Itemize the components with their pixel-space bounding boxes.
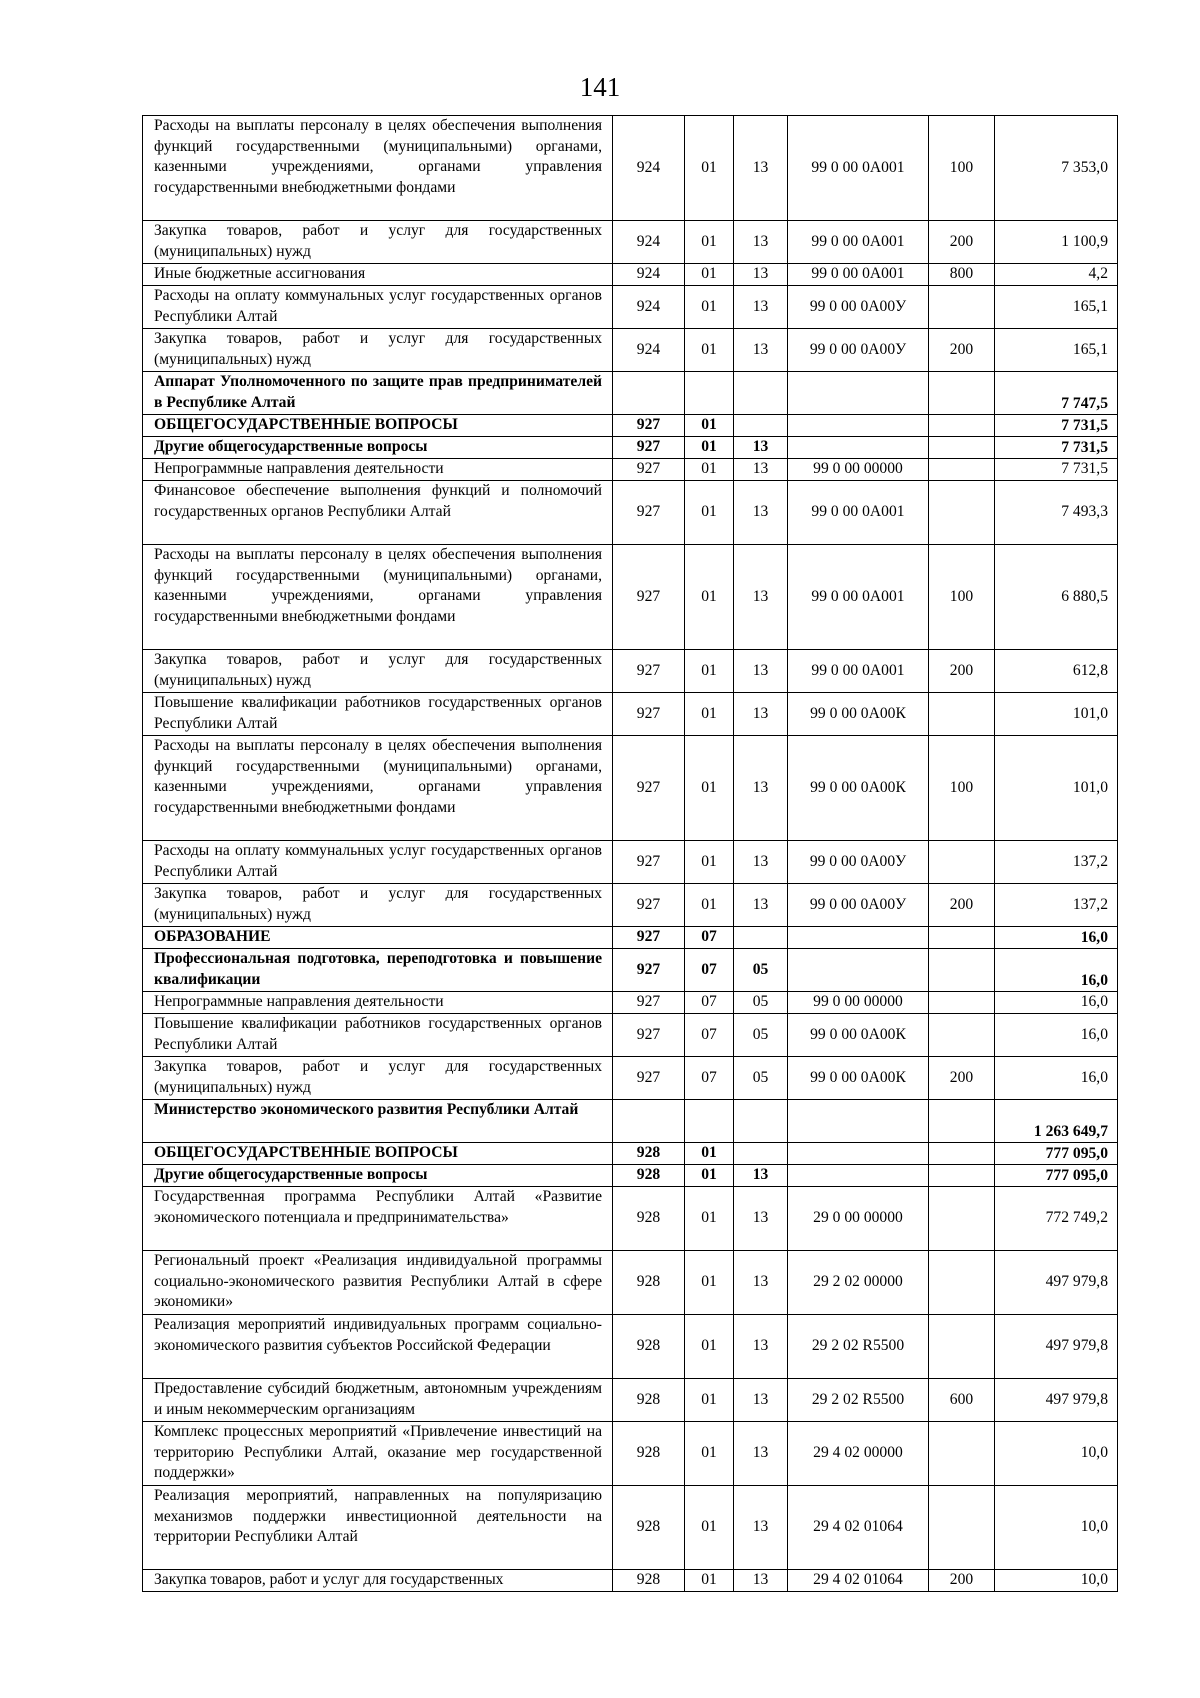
amount-cell: 10,0 <box>995 1570 1118 1592</box>
subsection-code-cell: 13 <box>734 1486 788 1570</box>
amount-cell: 16,0 <box>995 1057 1118 1100</box>
expense-type-cell <box>929 949 995 992</box>
section-code-cell: 01 <box>685 286 734 329</box>
item-name-cell: Профессиональная подготовка, переподготовка и повышение квалификации <box>143 949 613 992</box>
section-code-cell: 01 <box>685 693 734 736</box>
subsection-code-cell: 13 <box>734 437 788 459</box>
section-code-cell: 01 <box>685 437 734 459</box>
subsection-code-cell: 13 <box>734 1570 788 1592</box>
amount-cell: 1 263 649,7 <box>995 1100 1118 1143</box>
item-name-cell: Предоставление субсидий бюджетным, автономным учреждениям и иным некоммерческим организациям <box>143 1379 613 1422</box>
expense-type-cell <box>929 841 995 884</box>
subsection-code-cell: 13 <box>734 1165 788 1187</box>
item-name-cell: Непрограммные направления деятельности <box>143 459 613 481</box>
ministry-code-cell: 928 <box>613 1251 685 1315</box>
table-row <box>143 116 1118 221</box>
amount-cell: 4,2 <box>995 264 1118 286</box>
table-row <box>143 1143 1118 1165</box>
subsection-code-cell: 13 <box>734 264 788 286</box>
expense-type-cell <box>929 1014 995 1057</box>
table-row <box>143 1486 1118 1570</box>
expense-type-cell: 200 <box>929 329 995 372</box>
subsection-code-cell: 13 <box>734 1251 788 1315</box>
expense-type-cell <box>929 481 995 545</box>
section-code-cell: 07 <box>685 992 734 1014</box>
target-article-cell: 99 0 00 0А001 <box>788 481 929 545</box>
item-name-cell: Расходы на оплату коммунальных услуг государственных органов Республики Алтай <box>143 286 613 329</box>
amount-cell: 16,0 <box>995 949 1118 992</box>
section-code-cell: 01 <box>685 481 734 545</box>
item-name-cell: Закупка товаров, работ и услуг для государственных (муниципальных) нужд <box>143 221 613 264</box>
ministry-code-cell: 928 <box>613 1143 685 1165</box>
ministry-code-cell <box>613 1100 685 1143</box>
amount-cell: 7 731,5 <box>995 459 1118 481</box>
item-name-cell: Расходы на выплаты персоналу в целях обеспечения выполнения функций государственными (муниципальными) органами, казенными учреждениями, органами управления государственными внебюджетными фондами <box>143 736 613 841</box>
target-article-cell <box>788 1143 929 1165</box>
target-article-cell: 99 0 00 0А00У <box>788 841 929 884</box>
expense-type-cell <box>929 927 995 949</box>
target-article-cell <box>788 1100 929 1143</box>
item-name-cell: Повышение квалификации работников государственных органов Республики Алтай <box>143 693 613 736</box>
item-name-cell: Закупка товаров, работ и услуг для государственных (муниципальных) нужд <box>143 329 613 372</box>
expense-type-cell: 200 <box>929 650 995 693</box>
target-article-cell: 99 0 00 0А001 <box>788 116 929 221</box>
table-row <box>143 1100 1118 1143</box>
table-row <box>143 221 1118 264</box>
ministry-code-cell: 928 <box>613 1379 685 1422</box>
amount-cell: 7 353,0 <box>995 116 1118 221</box>
amount-cell: 16,0 <box>995 992 1118 1014</box>
ministry-code-cell: 928 <box>613 1187 685 1251</box>
ministry-code-cell: 928 <box>613 1570 685 1592</box>
expense-type-cell: 800 <box>929 264 995 286</box>
target-article-cell: 99 0 00 0А001 <box>788 650 929 693</box>
target-article-cell: 29 2 02 R5500 <box>788 1379 929 1422</box>
target-article-cell: 99 0 00 0А00У <box>788 286 929 329</box>
item-name-cell: Реализация мероприятий, направленных на популяризацию механизмов поддержки инвестиционной деятельности на территории Республики Алтай <box>143 1486 613 1570</box>
subsection-code-cell: 13 <box>734 884 788 927</box>
target-article-cell: 29 4 02 00000 <box>788 1422 929 1486</box>
section-code-cell <box>685 1100 734 1143</box>
section-code-cell: 01 <box>685 884 734 927</box>
target-article-cell: 99 0 00 00000 <box>788 459 929 481</box>
item-name-cell: Аппарат Уполномоченного по защите прав предпринимателей в Республике Алтай <box>143 372 613 415</box>
section-code-cell: 01 <box>685 1486 734 1570</box>
table-row <box>143 927 1118 949</box>
section-code-cell: 01 <box>685 264 734 286</box>
ministry-code-cell: 927 <box>613 949 685 992</box>
ministry-code-cell: 927 <box>613 992 685 1014</box>
subsection-code-cell: 13 <box>734 1315 788 1379</box>
subsection-code-cell <box>734 415 788 437</box>
section-code-cell: 01 <box>685 1251 734 1315</box>
table-row <box>143 1014 1118 1057</box>
subsection-code-cell <box>734 1100 788 1143</box>
ministry-code-cell: 927 <box>613 1057 685 1100</box>
subsection-code-cell: 13 <box>734 693 788 736</box>
target-article-cell: 29 2 02 00000 <box>788 1251 929 1315</box>
expense-type-cell <box>929 437 995 459</box>
section-code-cell: 01 <box>685 1143 734 1165</box>
item-name-cell: Комплекс процессных мероприятий «Привлечение инвестиций на территорию Республики Алтай, оказание мер государственной поддержки» <box>143 1422 613 1486</box>
expense-type-cell <box>929 1422 995 1486</box>
section-code-cell: 07 <box>685 1014 734 1057</box>
target-article-cell: 99 0 00 0А001 <box>788 545 929 650</box>
amount-cell: 6 880,5 <box>995 545 1118 650</box>
ministry-code-cell: 927 <box>613 736 685 841</box>
subsection-code-cell: 13 <box>734 221 788 264</box>
table-row <box>143 286 1118 329</box>
table-row <box>143 884 1118 927</box>
expense-type-cell: 200 <box>929 884 995 927</box>
ministry-code-cell: 927 <box>613 927 685 949</box>
item-name-cell: Закупка товаров, работ и услуг для государственных (муниципальных) нужд <box>143 650 613 693</box>
expense-type-cell <box>929 415 995 437</box>
ministry-code-cell: 927 <box>613 1014 685 1057</box>
table-row <box>143 1315 1118 1379</box>
item-name-cell: Другие общегосударственные вопросы <box>143 1165 613 1187</box>
expense-type-cell <box>929 1143 995 1165</box>
ministry-code-cell: 927 <box>613 481 685 545</box>
section-code-cell: 01 <box>685 459 734 481</box>
amount-cell: 497 979,8 <box>995 1379 1118 1422</box>
section-code-cell: 01 <box>685 415 734 437</box>
ministry-code-cell: 928 <box>613 1486 685 1570</box>
amount-cell: 16,0 <box>995 927 1118 949</box>
item-name-cell: Закупка товаров, работ и услуг для государственных (муниципальных) нужд <box>143 884 613 927</box>
expense-type-cell: 200 <box>929 1057 995 1100</box>
item-name-cell: ОБРАЗОВАНИЕ <box>143 927 613 949</box>
target-article-cell: 99 0 00 0А00К <box>788 1057 929 1100</box>
ministry-code-cell: 927 <box>613 545 685 650</box>
subsection-code-cell: 05 <box>734 949 788 992</box>
item-name-cell: Повышение квалификации работников государственных органов Республики Алтай <box>143 1014 613 1057</box>
amount-cell: 612,8 <box>995 650 1118 693</box>
subsection-code-cell: 13 <box>734 841 788 884</box>
ministry-code-cell: 927 <box>613 650 685 693</box>
amount-cell: 7 747,5 <box>995 372 1118 415</box>
expense-type-cell <box>929 459 995 481</box>
amount-cell: 777 095,0 <box>995 1165 1118 1187</box>
ministry-code-cell: 924 <box>613 116 685 221</box>
expense-type-cell <box>929 1486 995 1570</box>
table-row <box>143 1379 1118 1422</box>
target-article-cell <box>788 437 929 459</box>
subsection-code-cell: 13 <box>734 1422 788 1486</box>
ministry-code-cell: 924 <box>613 264 685 286</box>
expense-type-cell <box>929 372 995 415</box>
item-name-cell: Закупка товаров, работ и услуг для государственных (муниципальных) нужд <box>143 1057 613 1100</box>
target-article-cell: 99 0 00 00000 <box>788 992 929 1014</box>
section-code-cell: 01 <box>685 1165 734 1187</box>
subsection-code-cell <box>734 1143 788 1165</box>
item-name-cell: Расходы на выплаты персоналу в целях обеспечения выполнения функций государственными (муниципальными) органами, казенными учреждениями, органами управления государственными внебюджетными фондами <box>143 545 613 650</box>
ministry-code-cell: 927 <box>613 693 685 736</box>
subsection-code-cell: 13 <box>734 329 788 372</box>
amount-cell: 101,0 <box>995 693 1118 736</box>
section-code-cell: 01 <box>685 1570 734 1592</box>
expense-type-cell <box>929 286 995 329</box>
target-article-cell: 99 0 00 0А001 <box>788 221 929 264</box>
amount-cell: 1 100,9 <box>995 221 1118 264</box>
section-code-cell: 01 <box>685 1379 734 1422</box>
table-row <box>143 1187 1118 1251</box>
target-article-cell: 99 0 00 0А00У <box>788 329 929 372</box>
expense-type-cell <box>929 1315 995 1379</box>
budget-table <box>142 115 1118 1592</box>
section-code-cell <box>685 372 734 415</box>
expense-type-cell <box>929 1165 995 1187</box>
target-article-cell: 29 4 02 01064 <box>788 1486 929 1570</box>
target-article-cell <box>788 372 929 415</box>
subsection-code-cell: 05 <box>734 1057 788 1100</box>
expense-type-cell: 100 <box>929 116 995 221</box>
table-row <box>143 1422 1118 1486</box>
section-code-cell: 01 <box>685 116 734 221</box>
ministry-code-cell: 928 <box>613 1165 685 1187</box>
subsection-code-cell: 05 <box>734 992 788 1014</box>
table-row <box>143 1057 1118 1100</box>
target-article-cell: 99 0 00 0А00У <box>788 884 929 927</box>
item-name-cell: Расходы на оплату коммунальных услуг государственных органов Республики Алтай <box>143 841 613 884</box>
expense-type-cell <box>929 1100 995 1143</box>
target-article-cell: 29 0 00 00000 <box>788 1187 929 1251</box>
ministry-code-cell: 924 <box>613 329 685 372</box>
table-row <box>143 372 1118 415</box>
amount-cell: 497 979,8 <box>995 1251 1118 1315</box>
amount-cell: 7 731,5 <box>995 415 1118 437</box>
expense-type-cell: 200 <box>929 221 995 264</box>
section-code-cell: 01 <box>685 545 734 650</box>
subsection-code-cell: 13 <box>734 286 788 329</box>
amount-cell: 497 979,8 <box>995 1315 1118 1379</box>
subsection-code-cell <box>734 372 788 415</box>
target-article-cell <box>788 927 929 949</box>
table-row <box>143 1570 1118 1592</box>
target-article-cell: 99 0 00 0А001 <box>788 264 929 286</box>
amount-cell: 165,1 <box>995 329 1118 372</box>
subsection-code-cell: 13 <box>734 1187 788 1251</box>
amount-cell: 137,2 <box>995 884 1118 927</box>
ministry-code-cell: 928 <box>613 1422 685 1486</box>
expense-type-cell: 600 <box>929 1379 995 1422</box>
item-name-cell: Региональный проект «Реализация индивидуальной программы социально-экономического развития Республики Алтай в сфере экономики» <box>143 1251 613 1315</box>
target-article-cell: 29 2 02 R5500 <box>788 1315 929 1379</box>
target-article-cell <box>788 949 929 992</box>
amount-cell: 137,2 <box>995 841 1118 884</box>
ministry-code-cell: 924 <box>613 221 685 264</box>
expense-type-cell <box>929 992 995 1014</box>
ministry-code-cell: 928 <box>613 1315 685 1379</box>
table-row <box>143 949 1118 992</box>
item-name-cell: Министерство экономического развития Республики Алтай <box>143 1100 613 1143</box>
section-code-cell: 01 <box>685 650 734 693</box>
item-name-cell: Расходы на выплаты персоналу в целях обеспечения выполнения функций государственными (муниципальными) органами, казенными учреждениями, органами управления государственными внебюджетными фондами <box>143 116 613 221</box>
section-code-cell: 07 <box>685 927 734 949</box>
item-name-cell: Иные бюджетные ассигнования <box>143 264 613 286</box>
table-row <box>143 264 1118 286</box>
table-row <box>143 1251 1118 1315</box>
amount-cell: 777 095,0 <box>995 1143 1118 1165</box>
page-number: 141 <box>579 72 621 102</box>
item-name-cell: ОБЩЕГОСУДАРСТВЕННЫЕ ВОПРОСЫ <box>143 415 613 437</box>
expense-type-cell: 100 <box>929 736 995 841</box>
item-name-cell: Непрограммные направления деятельности <box>143 992 613 1014</box>
subsection-code-cell: 13 <box>734 650 788 693</box>
amount-cell: 10,0 <box>995 1422 1118 1486</box>
table-row <box>143 481 1118 545</box>
section-code-cell: 07 <box>685 1057 734 1100</box>
amount-cell: 7 731,5 <box>995 437 1118 459</box>
item-name-cell: Государственная программа Республики Алтай «Развитие экономического потенциала и предпринимательства» <box>143 1187 613 1251</box>
table-row <box>143 841 1118 884</box>
amount-cell: 165,1 <box>995 286 1118 329</box>
ministry-code-cell: 927 <box>613 459 685 481</box>
amount-cell: 101,0 <box>995 736 1118 841</box>
target-article-cell: 99 0 00 0А00К <box>788 1014 929 1057</box>
section-code-cell: 01 <box>685 841 734 884</box>
subsection-code-cell: 13 <box>734 459 788 481</box>
expense-type-cell <box>929 693 995 736</box>
amount-cell: 7 493,3 <box>995 481 1118 545</box>
section-code-cell: 01 <box>685 736 734 841</box>
expense-type-cell <box>929 1251 995 1315</box>
ministry-code-cell: 924 <box>613 286 685 329</box>
table-row <box>143 1165 1118 1187</box>
target-article-cell: 99 0 00 0А00К <box>788 736 929 841</box>
subsection-code-cell: 13 <box>734 736 788 841</box>
subsection-code-cell: 13 <box>734 116 788 221</box>
target-article-cell: 29 4 02 01064 <box>788 1570 929 1592</box>
item-name-cell: ОБЩЕГОСУДАРСТВЕННЫЕ ВОПРОСЫ <box>143 1143 613 1165</box>
amount-cell: 772 749,2 <box>995 1187 1118 1251</box>
table-row <box>143 329 1118 372</box>
table-row <box>143 459 1118 481</box>
table-row <box>143 650 1118 693</box>
subsection-code-cell: 13 <box>734 1379 788 1422</box>
item-name-cell: Другие общегосударственные вопросы <box>143 437 613 459</box>
section-code-cell: 01 <box>685 329 734 372</box>
item-name-cell: Реализация мероприятий индивидуальных программ социально-экономического развития субъектов Российской Федерации <box>143 1315 613 1379</box>
target-article-cell <box>788 415 929 437</box>
target-article-cell: 99 0 00 0А00К <box>788 693 929 736</box>
expense-type-cell: 100 <box>929 545 995 650</box>
ministry-code-cell: 927 <box>613 841 685 884</box>
table-row <box>143 415 1118 437</box>
subsection-code-cell: 13 <box>734 481 788 545</box>
section-code-cell: 01 <box>685 1315 734 1379</box>
section-code-cell: 01 <box>685 1422 734 1486</box>
ministry-code-cell <box>613 372 685 415</box>
section-code-cell: 07 <box>685 949 734 992</box>
expense-type-cell <box>929 1187 995 1251</box>
section-code-cell: 01 <box>685 1187 734 1251</box>
item-name-cell: Финансовое обеспечение выполнения функций и полномочий государственных органов Республики Алтай <box>143 481 613 545</box>
ministry-code-cell: 927 <box>613 437 685 459</box>
target-article-cell <box>788 1165 929 1187</box>
amount-cell: 16,0 <box>995 1014 1118 1057</box>
subsection-code-cell <box>734 927 788 949</box>
ministry-code-cell: 927 <box>613 415 685 437</box>
table-body <box>143 116 1118 1592</box>
table-row <box>143 693 1118 736</box>
subsection-code-cell: 05 <box>734 1014 788 1057</box>
expense-type-cell: 200 <box>929 1570 995 1592</box>
table-row <box>143 992 1118 1014</box>
table-row <box>143 545 1118 650</box>
subsection-code-cell: 13 <box>734 545 788 650</box>
amount-cell: 10,0 <box>995 1486 1118 1570</box>
table-row <box>143 437 1118 459</box>
table-row <box>143 736 1118 841</box>
ministry-code-cell: 927 <box>613 884 685 927</box>
item-name-cell: Закупка товаров, работ и услуг для государственных <box>143 1570 613 1592</box>
section-code-cell: 01 <box>685 221 734 264</box>
